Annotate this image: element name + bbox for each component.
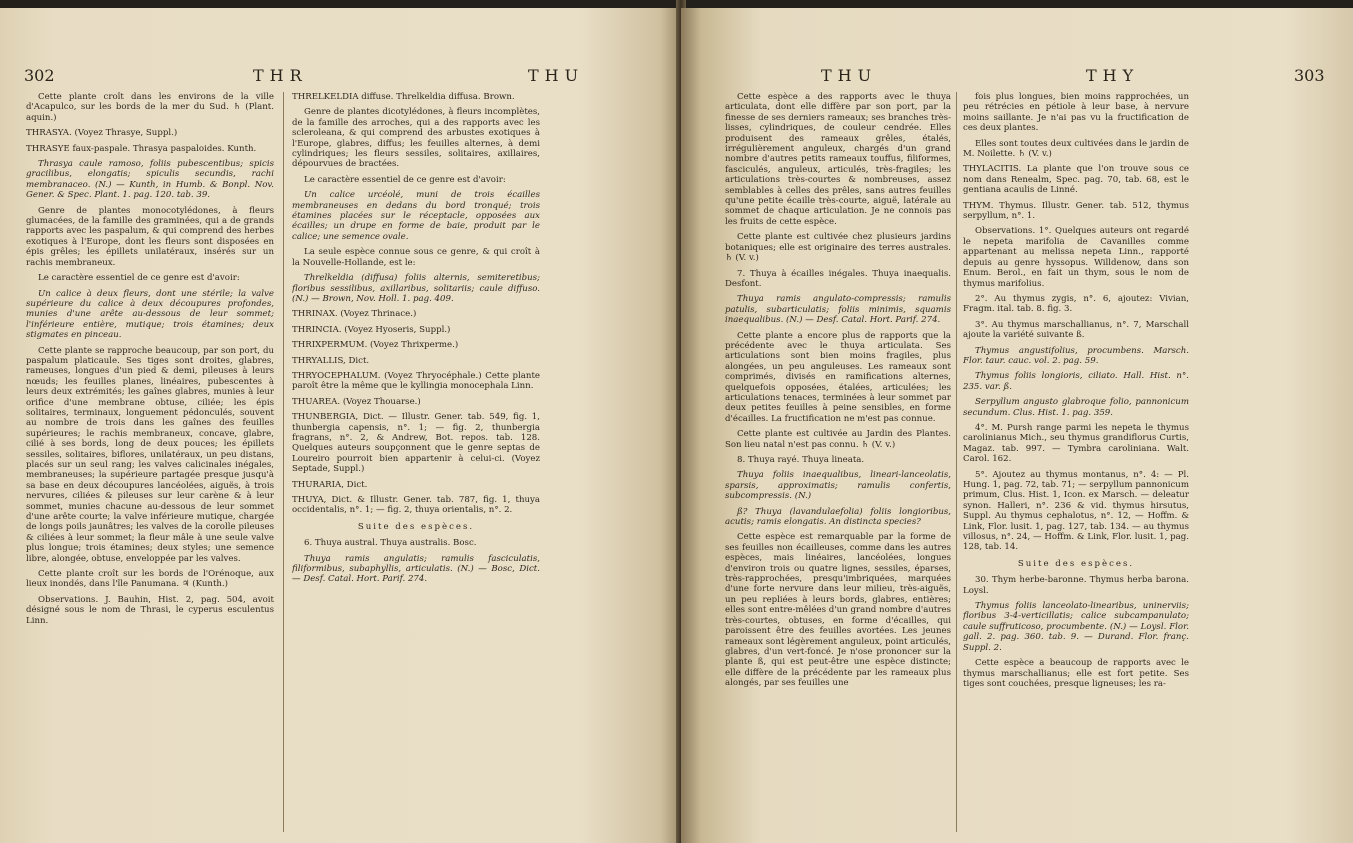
latin-diagnosis: Threlkeldia (diffusa) foliis alternis, semiteretibus; floribus sessilibus, axillaribus, solitariis; caule diffuso. (N.) — Brown, Nov. Holl. 1. pag. 409. — [292, 273, 540, 304]
entry-heading: THURARIA, Dict. — [292, 479, 368, 490]
latin-diagnosis: Thrasya caule ramoso, foliis pubescentibus; spicis gracilibus, elongatis; spiculis secundis, rachi membranaceo. (N.) — Kunth, in Humb. & Bonpl. Nov. Gener. & Spec. Plant. 1. pag. 120. tab. 39. — [26, 159, 274, 201]
paragraph: Cette plante est cultivée chez plusieurs jardins botaniques; elle est originaire des terres australes. ♄ (V. v.) — [725, 232, 951, 264]
paragraph: Cette plante croît sur les bords de l'Orénoque, aux lieux inondés, dans l'île Panumana. ♃ (Kunth.) — [26, 569, 274, 590]
paragraph: 5°. Ajoutez au thymus montanus, n°. 4: — Pl. Hung. 1, pag. 72, tab. 71; — serpyllum pannonicum primum, Clus. Hist. 1, Icon. ex Marsch. — deleatur synon. Halleri, n°. 236 & vid. thymus hirsutus, Suppl. Au thymus cephalotus, n°. 12, — Hoffm. & Link, Flor. lusit. 1, pag. 127, tab. 134. — au thymus villosus, n°. 24, — Hoffm. & Link, Flor. lusit. 1, pag. 128, tab. 14. — [963, 469, 1189, 553]
paragraph: 2°. Au thymus zygis, n°. 6, ajoutez: Vivian, Fragm. ital. tab. 8. fig. 3. — [963, 293, 1189, 315]
latin-diagnosis: Thuya foliis inaequalibus, lineari-lanceolatis, sparsis, approximatis; ramulis confertis, subcompressis. (N.) — [725, 470, 951, 502]
section-heading: Suite des espèces. — [357, 521, 475, 532]
left-page — [0, 8, 681, 843]
section-heading: Suite des espèces. — [1017, 558, 1135, 569]
column-divider — [283, 92, 284, 832]
paragraph: Cette espèce est remarquable par la forme de ses feuilles non écailleuses, comme dans les autres espèces, mais linéaires, lancéolées, longues d'environ trois ou quatre lignes, sessiles, éparses, très-rapprochées, presqu'imbriquées, marquées d'une forte nervure dans leur milieu, très-aiguës, un peu repliées à leurs bords, glabres, entières; elles sont entre-mêlées d'un grand nombre d'autres très-courtes, obtuses, en forme d'écailles, qui paroissent être des feuilles avortées. Les jeunes rameaux sont légèrement anguleux, point articulés, glabres, d'un vert-foncé. Je n'ose prononcer sur la plante ß, qui est peut-être une espèce distincte; elle diffère de la précédente par les rameaux plus alongés, par ses feuilles une — [725, 532, 951, 689]
paragraph: Observations. 1°. Quelques auteurs ont regardé le nepeta marifolia de Cavanilles comme appartenant au melissa nepeta Linn., rapporté depuis au genre hyssopus. Willdenow, dans son Enum. Berol., en fait un thym, sous le nom de thymus marifolius. — [963, 226, 1189, 289]
entry-heading: THRINAX. (Voyez Thrinace.) — [292, 309, 417, 320]
species-heading: 7. Thuya à écailles inégales. Thuya inaequalis. Desfont. — [725, 268, 951, 289]
paragraph: 4°. M. Pursh range parmi les nepeta le thymus carolinianus Mich., seu thymus grandiflorus Curtis, Magaz. tab. 997. — Tymbra caroliniana. Walt. Carol. 162. — [963, 422, 1189, 465]
entry-heading: THRYALLIS, Dict. — [292, 355, 370, 366]
running-head-right-b: THY — [1086, 66, 1140, 85]
column-divider — [956, 92, 957, 832]
entry-heading: THUNBERGIA, Dict. — Illustr. Gener. tab. 549, fig. 1, thunbergia capensis, n°. 1; — fig. 2, thunbergia fragrans, n°. 2, & Andrew, Bot. repos. tab. 128. Quelques auteurs soupçonnent que le genre septas de Loureiro pourroit bien appartenir à celui-ci. (Voyez Septade, Suppl.) — [292, 412, 540, 475]
entry-heading: THUAREA. (Voyez Thouarse.) — [292, 396, 421, 407]
paragraph: fois plus longues, bien moins rapprochées, un peu rétrécies en pétiole à leur base, à nervure moins saillante. Je n'ai pas vu la fructification de ces deux plantes. — [963, 92, 1189, 134]
paragraph: Cette espèce a des rapports avec le thuya articulata, dont elle diffère par son port, par la finesse de ses derniers rameaux; ses branches très-lisses, cylindriques, de couleur cendrée. Elles produisent des rameaux grêles, étalés, irrégulièrement anguleux, chargés d'un grand nombre d'autres petits rameaux touffus, filiformes, fasciculés, anguleux, articulés, très-fragiles; les articulations très-courtes & nombreuses, assez semblables à celles des prêles, sans autres feuilles qu'une petite écaille très-courte, aiguë, latérale au sommet de chaque articulation. Je ne connois pas les fruits de cette espèce. — [725, 92, 951, 227]
species-heading: 8. Thuya rayé. Thuya lineata. — [737, 455, 865, 465]
latin-diagnosis: Serpyllum angusto glabroque folio, pannonicum secundum. Clus. Hist. 1. pag. 359. — [963, 397, 1189, 418]
entry-heading: THRIXPERMUM. (Voyez Thrixperme.) — [292, 340, 459, 351]
paragraph: Le caractère essentiel de ce genre est d'avoir: — [304, 174, 506, 185]
running-head-left-a: THR — [253, 66, 308, 85]
paragraph: Le caractère essentiel de ce genre est d'avoir: — [38, 273, 240, 284]
latin-diagnosis: Thuya ramis angulatis; ramulis fasciculatis, filiformibus, subaphyllis, articulatis. (N.) — Bosc, Dict. — Desf. Catal. Hort. Parif. 274. — [292, 553, 540, 585]
entry-heading: THRASYA. (Voyez Thrasye, Suppl.) — [26, 128, 178, 139]
entry-heading: THRINCIA. (Voyez Hyoseris, Suppl.) — [292, 324, 451, 335]
paragraph: Cette plante a encore plus de rapports que la précédente avec le thuya articulata. Ses articulations sont bien moins fragiles, plus alongées, un peu anguleuses. Les rameaux sont comprimés, divisés en ramifications alternes, quelquefois opposées, étalées, articulées; les articulations tenaces, terminées à leur sommet par deux petites feuilles à peine sensibles, en forme d'écailles. La fructification ne m'est pas connue. — [725, 330, 951, 424]
paragraph: Genre de plantes dicotylédones, à fleurs incomplètes, de la famille des arroches, qui a des rapports avec les scleroleana, & qui comprend des arbustes exotiques à l'Europe, glabres, diffus; les feuilles alternes, à demi cylindriques; les fleurs sessiles, solitaires, axillaires, dépourvues de bractées. — [292, 107, 540, 170]
paragraph: Observations. J. Bauhin, Hist. 2, pag. 504, avoit désigné sous le nom de Thrasi, le cyperus esculentus Linn. — [26, 594, 274, 626]
entry-heading: THYM. Thymus. Illustr. Gener. tab. 512, thymus serpyllum, n°. 1. — [963, 200, 1189, 222]
latin-diagnosis: Thymus foliis lanceolato-linearibus, uninerviis; floribus 3-4-verticillatis; calice subcampanulato; caule suffruticoso, procumbente. (N.) — Loysl. Flor. gall. 2. pag. 360. tab. 9. — Durand. Flor. franç. Suppl. 2. — [963, 601, 1189, 653]
page-number-right: 303 — [1294, 66, 1325, 85]
latin-diagnosis: ß? Thuya (lavandulaefolia) foliis longioribus, acutis; ramis elongatis. An distincta species? — [725, 506, 951, 528]
paragraph: La seule espèce connue sous ce genre, & qui croît à la Nouvelle-Hollande, est le: — [292, 247, 540, 268]
paragraph: Genre de plantes monocotylédones, à fleurs glumacées, de la famille des graminées, qui a de grands rapports avec les paspalum, & qui comprend des herbes exotiques à l'Europe, dont les fleurs sont disposées en épis grêles; les épillets unilatéraux, insérés sur un rachis membraneux. — [26, 205, 274, 268]
paragraph: Cette plante est cultivée au Jardin des Plantes. Son lieu natal n'est pas connu. ♄ (V. v.) — [725, 429, 951, 450]
paragraph: Cette plante se rapproche beaucoup, par son port, du paspalum platicaule. Ses tiges sont droites, glabres, rameuses, longues d'un pied & demi, pileuses à leurs nœuds; les feuilles planes, linéaires, pubescentes à leurs deux extrémités; les gaînes glabres, munies à leur orifice d'une membrane obtuse, ciliée; les épis solitaires, terminaux, longuement pédonculés, souvent au nombre de trois dans les gaînes des feuilles supérieures; le rachis membraneux, concave, glabre, cilié à ses bords, long de deux pouces; les épillets sessiles, solitaires, biflores, unilatéraux, un peu distans, placés sur un seul rang; les valves calicinales inégales, membraneuses; la supérieure partagée presque jusqu'à sa base en deux découpures lancéolées, aiguës, à trois nervures, ciliées & pileuses sur leur carène & à leur sommet, munies chacune au-dessous de leur sommet d'une arête courte; la valve inférieure mutique, chargée de longs poils jaunâtres; les valves de la corolle pileuses & ciliées à leur sommet; la fleur mâle à une seule valve plus longue; trois étamines; deux styles; une semence libre, alongée, obtuse, enveloppée par les valves. — [26, 345, 274, 564]
character-description: Un calice à deux fleurs, dont une stérile; la valve supérieure du calice à deux découpures profondes, munies d'une arête au-dessous de leur sommet; l'inférieure entière, mutique; trois étamines; deux stigmates en pinceau. — [26, 288, 274, 341]
entry-heading: THRELKELDIA diffuse. Threlkeldia diffusa. Brown. — [292, 92, 515, 102]
right-column-1 — [725, 92, 951, 842]
latin-diagnosis: Thymus foliis longioris, ciliato. Hall. Hist. n°. 235. var. ß. — [963, 371, 1189, 392]
latin-diagnosis: Thymus angustifolius, procumbens. Marsch. Flor. taur. cauc. vol. 2. pag. 59. — [963, 345, 1189, 366]
entry-heading: THYLACITIS. La plante que l'on trouve sous ce nom dans Renealm, Spec. pag. 70, tab. 68, est le gentiana acaulis de Linné. — [963, 164, 1189, 196]
paragraph: 3°. Au thymus marschallianus, n°. 7, Marschall ajoute la variété suivante ß. — [963, 319, 1189, 341]
species-heading: 6. Thuya austral. Thuya australis. Bosc. — [304, 538, 477, 549]
entry-heading: THRYOCEPHALUM. (Voyez Thryocéphale.) Cette plante paroît être la même que le kyllingia monocephala Linn. — [292, 370, 540, 392]
left-column-2 — [292, 92, 540, 842]
character-description: Un calice urcéolé, muni de trois écailles membraneuses en dedans du bord tronqué; trois étamines placées sur le réceptacle, opposées aux écailles; un drupe en forme de baie, produit par le calice; une semence ovale. — [292, 190, 540, 242]
running-head-right-a: THU — [821, 66, 878, 85]
paragraph: Elles sont toutes deux cultivées dans le jardin de M. Noilette. ♄ (V. v.) — [963, 138, 1189, 160]
page-number-left: 302 — [24, 66, 55, 85]
species-heading: 30. Thym herbe-baronne. Thymus herba barona. Loysl. — [963, 575, 1189, 596]
paragraph: Cette espèce a beaucoup de rapports avec le thymus marschallianus; elle est fort petite. Ses tiges sont couchées, presque ligneuses; les ra- — [963, 658, 1189, 689]
entry-heading: THRASYE faux-paspale. Thrasya paspaloides. Kunth. — [26, 143, 257, 154]
latin-diagnosis: Thuya ramis angulato-compressis; ramulis patulis, subarticulatis; foliis minimis, squamis inaequalibus. (N.) — Desf. Catal. Hort. Parif. 274. — [725, 294, 951, 326]
entry-heading: THUYA, Dict. & Illustr. Gener. tab. 787, fig. 1, thuya occidentalis, n°. 1; — fig. 2, thuya orientalis, n°. 2. — [292, 495, 540, 516]
left-column-1 — [26, 92, 274, 842]
right-page — [681, 8, 1353, 843]
right-column-2 — [963, 92, 1189, 842]
paragraph: Cette plante croît dans les environs de la ville d'Acapulco, sur les bords de la mer du Sud. ♄ (Plant. aquin.) — [26, 92, 274, 123]
running-head-left-b: THU — [528, 66, 585, 85]
